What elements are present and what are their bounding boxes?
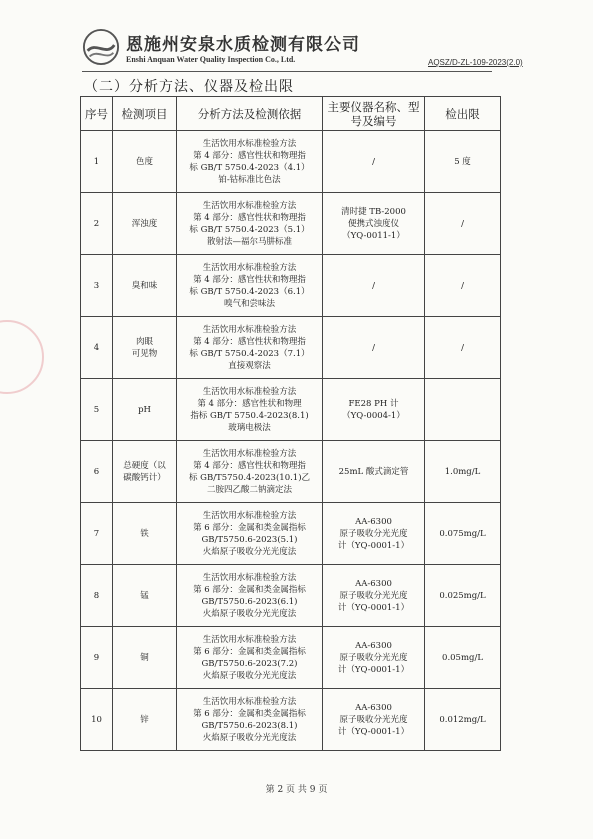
cell-line: 二胺四乙酸二钠滴定法 — [206, 484, 292, 495]
instrument-cell — [323, 317, 425, 379]
instrument-cell — [323, 255, 425, 317]
cell-line: 原子吸收分光光度 — [339, 652, 408, 663]
method-cell — [177, 255, 323, 317]
cell-line: AA-6300 — [355, 516, 392, 527]
row-number: 7 — [81, 503, 113, 565]
table-row — [81, 193, 501, 255]
method-cell — [177, 565, 323, 627]
cell-line: 原子吸收分光光度 — [339, 714, 408, 725]
cell-line: 第 6 部分：金属和类金属指标 — [193, 522, 306, 533]
instrument-cell — [323, 565, 425, 627]
cell-line: 计（YQ-0001-1） — [337, 664, 410, 675]
cell-line: 玻璃电极法 — [228, 422, 271, 433]
cell-line: 第 4 部分：感官性状和物理指 — [193, 274, 306, 285]
instrument-cell — [323, 689, 425, 751]
cell-line: 火焰原子吸收分光光度法 — [202, 732, 297, 743]
test-item: 臭和味 — [113, 255, 177, 317]
instrument-cell — [323, 379, 425, 441]
cell-line: 计（YQ-0001-1） — [337, 602, 410, 613]
table-row — [81, 317, 501, 379]
cell-line: 第 4 部分：感官性状和物理 — [197, 398, 302, 409]
method-cell — [177, 379, 323, 441]
cell-line: 火焰原子吸收分光光度法 — [202, 608, 297, 619]
method-cell — [177, 317, 323, 379]
cell-line: 生活饮用水标准检验方法 — [202, 448, 297, 459]
cell-line: 生活饮用水标准检验方法 — [202, 138, 297, 149]
cell-line: 散射法—福尔马肼标准 — [206, 236, 292, 247]
cell-line: FE28 PH 计 — [348, 398, 399, 409]
test-item: 铁 — [113, 503, 177, 565]
cell-line: 生活饮用水标准检验方法 — [202, 386, 297, 397]
cell-line: 标 GB/T 5750.4-2023（6.1） — [189, 286, 310, 297]
table-row — [81, 689, 501, 751]
header-item: 检测项目 — [113, 97, 177, 131]
detection-limit: 0.075mg/L — [425, 503, 501, 565]
cell-line: 直接观察法 — [228, 360, 271, 371]
test-item: 总硬度（以 碳酸钙计） — [113, 441, 177, 503]
cell-line: 生活饮用水标准检验方法 — [202, 200, 297, 211]
cell-line: 第 6 部分：金属和类金属指标 — [193, 646, 306, 657]
row-number: 3 — [81, 255, 113, 317]
section-title: （二）分析方法、仪器及检出限 — [84, 79, 294, 95]
detection-limit: 1.0mg/L — [425, 441, 501, 503]
cell-line: GB/T5750.6-2023(6.1) — [201, 596, 298, 607]
cell-line: 原子吸收分光光度 — [339, 590, 408, 601]
method-cell — [177, 131, 323, 193]
company-name-en: Enshi Anquan Water Quality Inspection Co., Ltd. — [126, 55, 296, 64]
test-item: 肉眼 可见物 — [113, 317, 177, 379]
cell-line: 铂-钴标准比色法 — [218, 174, 281, 185]
header-divider — [82, 71, 492, 72]
instrument-cell — [323, 131, 425, 193]
cell-line: AA-6300 — [355, 702, 392, 713]
cell-line: 生活饮用水标准检验方法 — [202, 262, 297, 273]
row-number: 9 — [81, 627, 113, 689]
cell-line: 第 4 部分：感官性状和物理指 — [193, 150, 306, 161]
row-number: 6 — [81, 441, 113, 503]
cell-line: 计（YQ-0001-1） — [337, 726, 410, 737]
table-row — [81, 131, 501, 193]
row-number: 4 — [81, 317, 113, 379]
header-limit: 检出限 — [425, 97, 501, 131]
row-number: 10 — [81, 689, 113, 751]
test-item: pH — [113, 379, 177, 441]
row-number: 8 — [81, 565, 113, 627]
method-cell — [177, 627, 323, 689]
header-instrument: 主要仪器名称、型号及编号 — [323, 97, 425, 131]
test-item: 色度 — [113, 131, 177, 193]
cell-line: 第 4 部分：感官性状和物理指 — [193, 460, 306, 471]
detection-limit: 0.05mg/L — [425, 627, 501, 689]
seal-stamp — [0, 320, 44, 394]
cell-line: 标 GB/T 5750.4-2023（7.1） — [189, 348, 310, 359]
method-cell — [177, 193, 323, 255]
instrument-cell — [323, 193, 425, 255]
cell-line: 第 4 部分：感官性状和物理指 — [193, 212, 306, 223]
document-code: AQSZ/D-ZL-109-2023(2.0) — [428, 58, 523, 67]
cell-line: 计（YQ-0001-1） — [337, 540, 410, 551]
cell-line: / — [372, 342, 375, 353]
cell-line: 生活饮用水标准检验方法 — [202, 634, 297, 645]
table-header-row — [81, 97, 501, 131]
cell-line: 清时捷 TB-2000 — [341, 206, 406, 217]
row-number: 5 — [81, 379, 113, 441]
cell-line: 第 6 部分：金属和类金属指标 — [193, 584, 306, 595]
instrument-cell — [323, 503, 425, 565]
cell-line: 火焰原子吸收分光光度法 — [202, 546, 297, 557]
test-item: 锌 — [113, 689, 177, 751]
cell-line: / — [372, 156, 375, 167]
detection-limit: 0.025mg/L — [425, 565, 501, 627]
table-row — [81, 503, 501, 565]
cell-line: 生活饮用水标准检验方法 — [202, 510, 297, 521]
row-number: 1 — [81, 131, 113, 193]
cell-line: 原子吸收分光光度 — [339, 528, 408, 539]
cell-line: 25mL 酸式滴定管 — [338, 466, 409, 477]
cell-line: （YQ-0004-1） — [342, 410, 405, 421]
detection-limit: 5 度 — [425, 131, 501, 193]
cell-line: AA-6300 — [355, 640, 392, 651]
cell-line: 标 GB/T 5750.4-2023（4.1） — [189, 162, 310, 173]
cell-line: 第 6 部分：金属和类金属指标 — [193, 708, 306, 719]
table-row — [81, 379, 501, 441]
detection-limit: / — [425, 193, 501, 255]
methods-table — [80, 96, 501, 751]
cell-line: 火焰原子吸收分光光度法 — [202, 670, 297, 681]
detection-limit — [425, 379, 501, 441]
cell-line: 第 4 部分：感官性状和物理指 — [193, 336, 306, 347]
header-no: 序号 — [81, 97, 113, 131]
cell-line: 指标 GB/T 5750.4-2023(8.1) — [190, 410, 309, 421]
test-item: 浑浊度 — [113, 193, 177, 255]
cell-line: 生活饮用水标准检验方法 — [202, 696, 297, 707]
table-row — [81, 565, 501, 627]
cell-line: 生活饮用水标准检验方法 — [202, 324, 297, 335]
row-number: 2 — [81, 193, 113, 255]
company-logo-icon — [82, 28, 120, 66]
cell-line: 标 GB/T 5750.4-2023（5.1） — [189, 224, 310, 235]
test-item: 锰 — [113, 565, 177, 627]
instrument-cell — [323, 441, 425, 503]
cell-line: 标 GB/T5750.4-2023(10.1)乙 — [188, 472, 311, 483]
table-row — [81, 441, 501, 503]
cell-line: / — [372, 280, 375, 291]
table-row — [81, 255, 501, 317]
cell-line: 嗅气和尝味法 — [223, 298, 275, 309]
test-item: 铜 — [113, 627, 177, 689]
detection-limit: 0.012mg/L — [425, 689, 501, 751]
cell-line: GB/T5750.6-2023(8.1) — [201, 720, 298, 731]
detection-limit: / — [425, 255, 501, 317]
cell-line: AA-6300 — [355, 578, 392, 589]
table-row — [81, 627, 501, 689]
instrument-cell — [323, 627, 425, 689]
header-method: 分析方法及检测依据 — [177, 97, 323, 131]
cell-line: （YQ-0011-1） — [342, 230, 405, 241]
page-number: 第 2 页 共 9 页 — [265, 785, 328, 795]
method-cell — [177, 441, 323, 503]
method-cell — [177, 503, 323, 565]
method-cell — [177, 689, 323, 751]
detection-limit: / — [425, 317, 501, 379]
cell-line: GB/T5750.6-2023(7.2) — [201, 658, 298, 669]
company-name-cn: 恩施州安泉水质检测有限公司 — [126, 35, 360, 55]
cell-line: 生活饮用水标准检验方法 — [202, 572, 297, 583]
cell-line: GB/T5750.6-2023(5.1) — [201, 534, 298, 545]
cell-line: 便携式浊度仪 — [347, 218, 399, 229]
